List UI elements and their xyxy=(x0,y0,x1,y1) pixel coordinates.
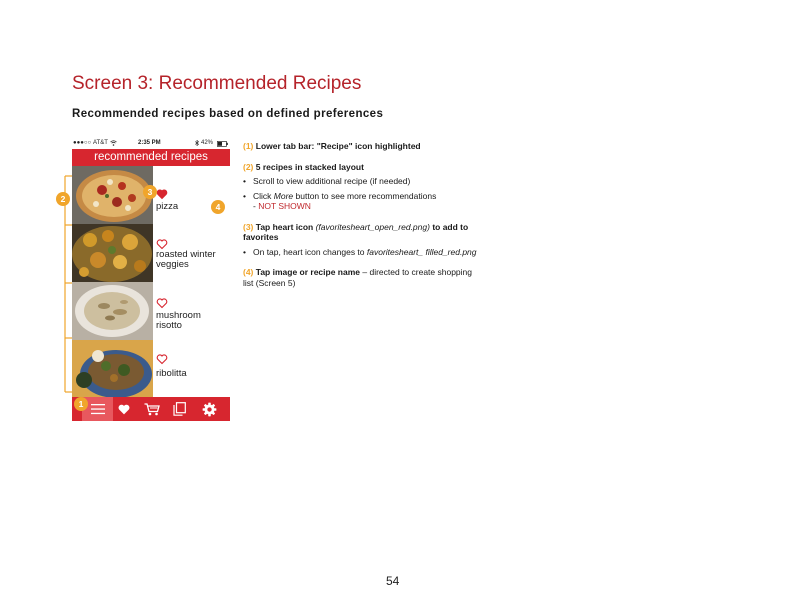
page-number: 54 xyxy=(386,574,400,588)
callout-badge-3: 3 xyxy=(143,185,157,199)
annotation-notes xyxy=(243,141,483,288)
recipe-image-roasted-winter-veggies[interactable] xyxy=(72,224,153,282)
bluetooth-icon xyxy=(195,140,199,148)
heart-open-icon[interactable] xyxy=(156,353,168,365)
note-2: (2) 5 recipes in stacked layout xyxy=(243,161,364,172)
page-subtitle: Recommended recipes based on defined preferences xyxy=(72,108,384,120)
recipe-name-ribolitta[interactable]: ribolitta xyxy=(156,368,187,379)
recipe-name-mushroom-risotto[interactable]: mushroom risotto xyxy=(156,310,201,331)
note-2-bullet-2: • Click More button to see more recommendations - NOT SHOWN xyxy=(243,191,483,212)
list-icon xyxy=(173,402,186,416)
note-2-bullet-1: • Scroll to view additional recipe (if needed) xyxy=(243,176,483,187)
app-header: recommended recipes xyxy=(72,149,230,166)
recipe-image-ribolitta[interactable] xyxy=(72,340,153,398)
heart-icon xyxy=(117,403,131,416)
bottom-tab-bar xyxy=(72,397,230,421)
recipe-image-mushroom-risotto[interactable] xyxy=(72,282,153,340)
note-4: (4) Tap image or recipe name – directed to create shopping list (Screen 5) xyxy=(243,267,473,288)
status-bar xyxy=(72,138,230,149)
heart-open-icon[interactable] xyxy=(156,297,168,309)
carrier-label: AT&T xyxy=(93,140,108,146)
battery-icon xyxy=(217,141,228,149)
menu-icon xyxy=(91,403,105,415)
note-1: (1) Lower tab bar: "Recipe" icon highlighted xyxy=(243,141,421,151)
page-title: Screen 3: Recommended Recipes xyxy=(72,73,362,94)
recipe-name-pizza[interactable]: pizza xyxy=(156,201,179,212)
callout-badge-1: 1 xyxy=(74,397,88,411)
note-3: (3) Tap heart icon (favoritesheart_open_red.png) to add to favorites xyxy=(243,221,469,242)
phone-mockup xyxy=(72,138,230,421)
wifi-icon xyxy=(110,140,117,148)
battery-percent: 42% xyxy=(201,140,214,146)
gear-icon xyxy=(202,402,217,417)
signal-strength: ●●●○○ xyxy=(73,140,92,146)
recipe-name-roasted-winter-veggies[interactable]: roasted winter veggies xyxy=(156,249,216,270)
tab-lists[interactable] xyxy=(164,397,195,421)
note-3-bullet-1: • On tap, heart icon changes to favoritesheart_ filled_red.png xyxy=(243,247,483,258)
callout-badge-4: 4 xyxy=(211,200,225,214)
tab-shopping-cart[interactable] xyxy=(136,397,167,421)
tab-favorites[interactable] xyxy=(108,397,139,421)
callout-badge-2: 2 xyxy=(56,192,70,206)
heart-filled-icon[interactable] xyxy=(156,188,168,200)
clock: 2:35 PM xyxy=(138,140,161,146)
cart-icon xyxy=(144,403,160,416)
tab-settings[interactable] xyxy=(194,397,225,421)
recipe-image-pizza[interactable] xyxy=(72,166,153,224)
